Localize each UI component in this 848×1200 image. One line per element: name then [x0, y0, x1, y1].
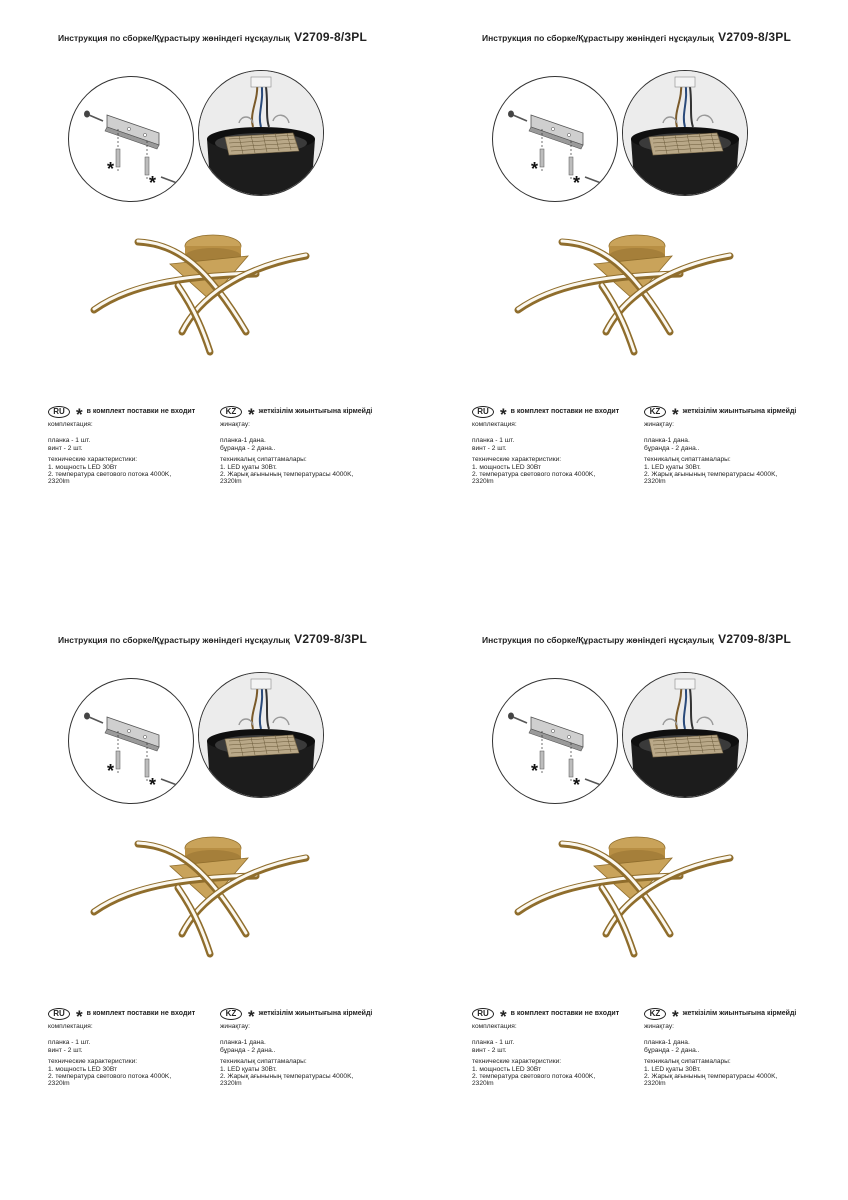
asterisk-icon: * — [672, 405, 679, 424]
canopy-wiring-photo — [198, 672, 324, 798]
set-label: комплектация: — [48, 1023, 93, 1030]
canopy-illustration — [199, 71, 323, 195]
ru-badge: RU — [472, 406, 494, 418]
spec-item: 2320lm — [644, 1080, 666, 1088]
svg-text:*: * — [107, 761, 115, 781]
set-item: планка - 1 шт. — [472, 437, 515, 445]
mounting-bracket-diagram — [68, 76, 194, 202]
ru-badge: RU — [472, 1008, 494, 1020]
ru-section — [48, 404, 218, 486]
spec-item: 1. LED қуаты 30Вт. — [220, 463, 277, 471]
not-included-note: в комплект поставки не входит — [510, 1010, 620, 1018]
set-label: жинақтау: — [220, 1023, 250, 1030]
svg-text:*: * — [149, 173, 157, 193]
spec-item: 1. мощность LED 30Вт — [48, 1065, 118, 1073]
bracket-illustration — [69, 679, 193, 803]
asterisk-icon: * — [500, 405, 507, 424]
canopy-illustration — [199, 673, 323, 797]
asterisk-icon: * — [248, 405, 255, 424]
specs-label: технические характеристики: — [472, 1058, 562, 1066]
instruction-card — [48, 20, 408, 540]
mounting-bracket-diagram — [492, 76, 618, 202]
spec-item: 2. Жарық ағынының температурасы 4000K, — [644, 471, 778, 479]
spec-item: 2. температура светового потока 4000K, — [48, 471, 172, 479]
not-included-note: в комплект поставки не входит — [86, 1010, 196, 1018]
not-included-note: жеткізілім жиынтығына кірмейді — [682, 408, 797, 416]
kz-badge: KZ — [220, 406, 242, 418]
kz-section — [644, 404, 812, 486]
specs-label: техникалық сипаттамалары: — [220, 456, 307, 464]
spec-item: 2320lm — [220, 1080, 242, 1088]
lamp-illustration — [502, 216, 802, 366]
specs-label: техникалық сипаттамалары: — [644, 456, 731, 464]
specs-label: технические характеристики: — [48, 456, 138, 464]
lamp-illustration — [78, 818, 378, 968]
spec-item: 2320lm — [472, 478, 494, 486]
spec-item: 1. мощность LED 30Вт — [472, 1065, 542, 1073]
canopy-wiring-photo — [198, 70, 324, 196]
ru-badge: RU — [48, 406, 70, 418]
not-included-note: жеткізілім жиынтығына кірмейді — [258, 1010, 373, 1018]
ru-section — [472, 1006, 642, 1088]
specs-label: технические характеристики: — [472, 456, 562, 464]
set-item: бұранда - 2 дана.. — [220, 444, 276, 452]
spec-item: 1. мощность LED 30Вт — [48, 463, 118, 471]
set-item: бұранда - 2 дана.. — [644, 444, 700, 452]
set-item: планка - 1 шт. — [48, 1039, 91, 1047]
spec-item: 1. LED қуаты 30Вт. — [644, 463, 701, 471]
canopy-illustration — [623, 71, 747, 195]
spec-item: 2. Жарық ағынының температурасы 4000K, — [220, 1073, 354, 1081]
spec-item: 1. LED қуаты 30Вт. — [220, 1065, 277, 1073]
kz-section — [220, 1006, 388, 1088]
svg-text:*: * — [107, 159, 115, 179]
bracket-illustration — [493, 679, 617, 803]
instruction-title — [482, 632, 822, 646]
title-text: Инструкция по сборке/Құрастыру жөніндегі нұсқаулық — [58, 33, 290, 43]
set-item: планка-1 дана. — [220, 1039, 266, 1047]
kz-badge: KZ — [644, 406, 666, 418]
ru-section — [48, 1006, 218, 1088]
svg-text:*: * — [573, 173, 581, 193]
model-number: V2709-8/3PL — [718, 632, 792, 646]
kz-badge: KZ — [644, 1008, 666, 1020]
ru-badge: RU — [48, 1008, 70, 1020]
kz-section — [220, 404, 388, 486]
set-label: жинақтау: — [644, 1023, 674, 1030]
svg-text:*: * — [573, 775, 581, 795]
instruction-card — [48, 622, 408, 1142]
set-label: комплектация: — [472, 421, 517, 428]
not-included-note: в комплект поставки не входит — [86, 408, 196, 416]
specs-label: техникалық сипаттамалары: — [644, 1058, 731, 1066]
model-number: V2709-8/3PL — [718, 30, 792, 44]
title-text: Инструкция по сборке/Құрастыру жөніндегі нұсқаулық — [58, 635, 290, 645]
specs-label: технические характеристики: — [48, 1058, 138, 1066]
not-included-note: жеткізілім жиынтығына кірмейді — [682, 1010, 797, 1018]
set-item: винт - 2 шт. — [472, 1046, 507, 1054]
right-screw-icon — [585, 177, 606, 188]
canopy-wiring-photo — [622, 70, 748, 196]
canopy-wiring-photo — [622, 672, 748, 798]
specs-label: техникалық сипаттамалары: — [220, 1058, 307, 1066]
instruction-title — [58, 30, 398, 44]
set-item: бұранда - 2 дана.. — [220, 1046, 276, 1054]
spec-item: 2. температура светового потока 4000K, — [472, 471, 596, 479]
set-item: планка-1 дана. — [220, 437, 266, 445]
right-screw-icon — [161, 779, 182, 790]
set-item: планка - 1 шт. — [48, 437, 91, 445]
spec-item: 2320lm — [48, 1080, 70, 1088]
bracket-illustration — [493, 77, 617, 201]
svg-text:*: * — [531, 159, 539, 179]
svg-text:*: * — [531, 761, 539, 781]
bracket-illustration — [69, 77, 193, 201]
set-item: винт - 2 шт. — [48, 444, 83, 452]
kz-section — [644, 1006, 812, 1088]
asterisk-icon: * — [248, 1007, 255, 1026]
set-item: винт - 2 шт. — [48, 1046, 83, 1054]
set-label: жинақтау: — [644, 421, 674, 428]
spec-item: 2320lm — [48, 478, 70, 486]
asterisk-icon: * — [500, 1007, 507, 1026]
spec-item: 2320lm — [644, 478, 666, 486]
lamp-illustration — [78, 216, 378, 366]
instruction-card — [472, 622, 832, 1142]
lamp-illustration — [502, 818, 802, 968]
ru-section — [472, 404, 642, 486]
set-item: бұранда - 2 дана.. — [644, 1046, 700, 1054]
set-label: комплектация: — [48, 421, 93, 428]
spec-item: 1. мощность LED 30Вт — [472, 463, 542, 471]
asterisk-icon: * — [672, 1007, 679, 1026]
left-screw-icon — [84, 111, 103, 122]
set-item: планка - 1 шт. — [472, 1039, 515, 1047]
instruction-title — [58, 632, 398, 646]
spec-item: 2. Жарық ағынының температурасы 4000K, — [220, 471, 354, 479]
left-screw-icon — [508, 713, 527, 724]
spec-item: 2320lm — [220, 478, 242, 486]
spec-item: 2. Жарық ағынының температурасы 4000K, — [644, 1073, 778, 1081]
left-screw-icon — [508, 111, 527, 122]
title-text: Инструкция по сборке/Құрастыру жөніндегі нұсқаулық — [482, 635, 714, 645]
svg-text:*: * — [149, 775, 157, 795]
not-included-note: жеткізілім жиынтығына кірмейді — [258, 408, 373, 416]
set-item: планка-1 дана. — [644, 1039, 690, 1047]
right-screw-icon — [161, 177, 182, 188]
set-item: планка-1 дана. — [644, 437, 690, 445]
model-number: V2709-8/3PL — [294, 632, 368, 646]
spec-item: 2320lm — [472, 1080, 494, 1088]
instruction-title — [482, 30, 822, 44]
right-screw-icon — [585, 779, 606, 790]
canopy-illustration — [623, 673, 747, 797]
asterisk-icon: * — [76, 405, 83, 424]
spec-item: 1. LED қуаты 30Вт. — [644, 1065, 701, 1073]
asterisk-icon: * — [76, 1007, 83, 1026]
spec-item: 2. температура светового потока 4000K, — [472, 1073, 596, 1081]
instruction-card — [472, 20, 832, 540]
set-item: винт - 2 шт. — [472, 444, 507, 452]
title-text: Инструкция по сборке/Құрастыру жөніндегі нұсқаулық — [482, 33, 714, 43]
left-screw-icon — [84, 713, 103, 724]
kz-badge: KZ — [220, 1008, 242, 1020]
mounting-bracket-diagram — [68, 678, 194, 804]
set-label: жинақтау: — [220, 421, 250, 428]
spec-item: 2. температура светового потока 4000K, — [48, 1073, 172, 1081]
model-number: V2709-8/3PL — [294, 30, 368, 44]
mounting-bracket-diagram — [492, 678, 618, 804]
not-included-note: в комплект поставки не входит — [510, 408, 620, 416]
set-label: комплектация: — [472, 1023, 517, 1030]
